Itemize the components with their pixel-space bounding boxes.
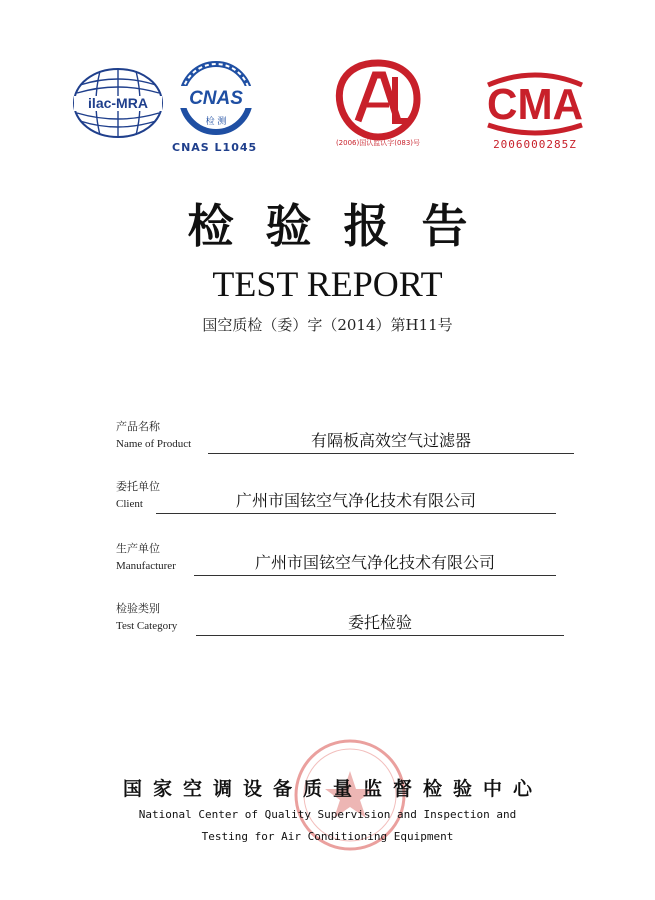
certification-logos bbox=[0, 55, 655, 165]
category-label-cn: 检验类别 bbox=[116, 602, 160, 615]
manufacturer-field bbox=[116, 540, 566, 590]
test-category-field bbox=[116, 600, 566, 650]
client-underline bbox=[156, 513, 556, 514]
svg-text:CNAS: CNAS bbox=[189, 88, 243, 109]
client-label-en: Client bbox=[116, 498, 143, 510]
manufacturer-value: 广州市国铉空气净化技术有限公司 bbox=[254, 553, 495, 572]
client-label-cn: 委托单位 bbox=[116, 480, 160, 493]
category-underline bbox=[196, 635, 564, 636]
category-label-en: Test Category bbox=[116, 620, 178, 632]
cal-certificate-number: (2006)国认监认字(083)号 bbox=[335, 139, 421, 147]
svg-text:CMA: CMA bbox=[487, 80, 583, 129]
category-value: 委托检验 bbox=[347, 613, 412, 632]
product-underline bbox=[208, 453, 574, 454]
report-title-en: TEST REPORT bbox=[212, 264, 443, 304]
client-field bbox=[116, 478, 566, 528]
cma-certificate-number: 2006000285Z bbox=[493, 138, 577, 151]
ilac-mra-logo bbox=[72, 65, 164, 141]
manufacturer-underline bbox=[194, 575, 556, 576]
issuing-center-name-cn: 国家空调设备质量监督检验中心 bbox=[122, 778, 543, 800]
manufacturer-label-cn: 生产单位 bbox=[116, 542, 160, 555]
product-value: 有隔板高效空气过滤器 bbox=[310, 431, 471, 450]
product-label-cn: 产品名称 bbox=[116, 420, 160, 433]
svg-text:ilac-MRA: ilac-MRA bbox=[88, 95, 148, 111]
manufacturer-label-en: Manufacturer bbox=[116, 560, 176, 572]
svg-text:检 测: 检 测 bbox=[205, 117, 227, 127]
product-label-en: Name of Product bbox=[116, 438, 192, 450]
issuing-center-name-en-line1: National Center of Quality Supervision and Inspection and bbox=[138, 808, 517, 821]
issuing-center-name-en-line2: Testing for Air Conditioning Equipment bbox=[201, 830, 454, 843]
client-value: 广州市国铉空气净化技术有限公司 bbox=[235, 491, 476, 510]
cnas-number: CNAS L1045 bbox=[172, 141, 258, 154]
report-number: 国空质检（委）字（2014）第H11号 bbox=[202, 316, 453, 334]
product-name-field bbox=[116, 418, 566, 468]
report-title-cn: 检验报告 bbox=[187, 199, 500, 253]
